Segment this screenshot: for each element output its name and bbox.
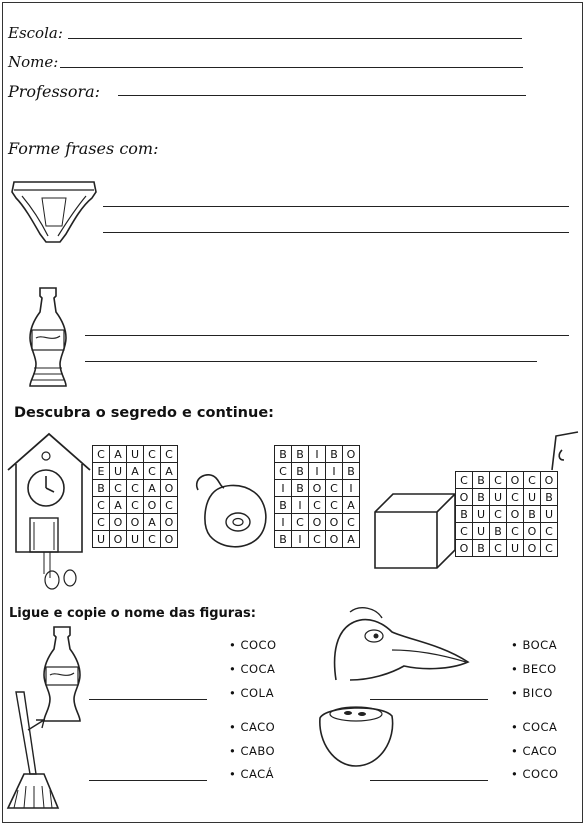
grid-cell: C (524, 472, 541, 489)
grid-cell: A (343, 497, 360, 514)
grid-row (275, 463, 360, 480)
grid-cell: O (110, 531, 127, 548)
grid-cell: C (309, 531, 326, 548)
grid-cell: U (127, 446, 144, 463)
answer-line-coconut[interactable] (370, 780, 488, 781)
grid-cell: O (456, 540, 473, 557)
option-coca-1[interactable]: • COCA (229, 662, 276, 676)
grid-cell: E (93, 463, 110, 480)
grid-cell: U (473, 506, 490, 523)
grid-cell: C (275, 463, 292, 480)
grid-row (456, 523, 558, 540)
grid-cell: I (343, 480, 360, 497)
grid-row (93, 463, 178, 480)
grid-cell: O (161, 514, 178, 531)
grid-cell: C (309, 497, 326, 514)
bird-beak-icon (330, 604, 472, 684)
grid-cell: B (490, 523, 507, 540)
grid-cell: A (127, 463, 144, 480)
grid-cell: C (161, 446, 178, 463)
grid-cell: U (110, 463, 127, 480)
grid-cell: I (309, 446, 326, 463)
option-caco-2[interactable]: • CACO (511, 744, 558, 758)
grid-cell: C (326, 480, 343, 497)
grid-cell: C (93, 446, 110, 463)
grid-cell: A (343, 531, 360, 548)
grid-cell: O (326, 514, 343, 531)
grid-cell: I (275, 480, 292, 497)
grid-cell: U (507, 540, 524, 557)
grid-cell: C (161, 497, 178, 514)
letter-grid-2 (274, 445, 360, 548)
grid-cell: O (110, 514, 127, 531)
option-cabo-1[interactable]: • CABO (229, 744, 276, 758)
grid-cell: I (275, 514, 292, 531)
option-boca[interactable]: • BOCA (511, 638, 558, 652)
section1-title: Forme frases com: (8, 139, 159, 158)
grid-cell: B (473, 540, 490, 557)
grid-cell: C (490, 540, 507, 557)
grid-cell: C (144, 463, 161, 480)
cube-icon (373, 492, 457, 570)
grid-row (275, 497, 360, 514)
grid-cell: B (473, 489, 490, 506)
grid-cell: C (93, 497, 110, 514)
grid-cell: O (161, 480, 178, 497)
grid-cell: C (343, 514, 360, 531)
grid-cell: O (507, 472, 524, 489)
grid-row (275, 531, 360, 548)
grid-row (93, 480, 178, 497)
grid-cell: C (292, 514, 309, 531)
grid-cell: C (456, 523, 473, 540)
coconut-icon (316, 702, 396, 770)
grid-row (93, 446, 178, 463)
soda-bottle-icon (26, 286, 72, 390)
sentence-line-2a[interactable] (85, 335, 569, 336)
grid-cell: O (524, 523, 541, 540)
grid-cell: A (144, 514, 161, 531)
option-coca-2[interactable]: • COCA (511, 720, 558, 734)
grid-cell: O (326, 531, 343, 548)
school-label: Escola: (8, 24, 63, 42)
option-cola-1[interactable]: • COLA (229, 686, 275, 700)
answer-line-broom[interactable] (89, 780, 207, 781)
sentence-line-1b[interactable] (103, 232, 569, 233)
grid-cell: C (507, 489, 524, 506)
grid-cell: O (161, 531, 178, 548)
grid-row (275, 446, 360, 463)
grid-cell: B (456, 506, 473, 523)
underwear-icon (12, 176, 97, 248)
grid-cell: U (490, 489, 507, 506)
grid-cell: A (110, 446, 127, 463)
grid-cell: O (541, 472, 558, 489)
partial-drawing-icon (548, 430, 578, 474)
option-caca-1[interactable]: • CACÁ (229, 767, 275, 781)
grid-cell: O (309, 480, 326, 497)
grid-cell: I (309, 463, 326, 480)
answer-line-bird[interactable] (370, 699, 488, 700)
grid-cell: O (456, 489, 473, 506)
grid-cell: U (127, 531, 144, 548)
section2-title: Descubra o segredo e continue: (14, 405, 274, 421)
grid-cell: I (292, 531, 309, 548)
pacifier-icon (190, 470, 270, 552)
grid-cell: A (161, 463, 178, 480)
teacher-label: Professora: (8, 82, 101, 101)
name-line[interactable] (60, 67, 523, 68)
grid-cell: B (292, 463, 309, 480)
grid-cell: B (473, 472, 490, 489)
grid-cell: O (524, 540, 541, 557)
grid-row (93, 497, 178, 514)
answer-line-bottle[interactable] (89, 699, 207, 700)
grid-row (93, 514, 178, 531)
grid-cell: B (93, 480, 110, 497)
grid-cell: C (456, 472, 473, 489)
grid-cell: I (326, 463, 343, 480)
grid-cell: C (541, 523, 558, 540)
grid-cell: C (93, 514, 110, 531)
grid-row (275, 514, 360, 531)
grid-cell: U (93, 531, 110, 548)
grid-cell: O (144, 497, 161, 514)
grid-cell: B (524, 506, 541, 523)
grid-row (456, 489, 558, 506)
sentence-line-1a[interactable] (103, 206, 569, 207)
grid-row (93, 531, 178, 548)
grid-cell: C (127, 497, 144, 514)
option-coco-2[interactable]: • COCO (511, 767, 559, 781)
grid-cell: B (292, 446, 309, 463)
option-bico[interactable]: • BICO (511, 686, 553, 700)
grid-cell: C (110, 480, 127, 497)
broom-icon (6, 690, 66, 814)
grid-cell: O (343, 446, 360, 463)
name-label: Nome: (8, 53, 59, 71)
grid-cell: B (275, 446, 292, 463)
grid-cell: C (326, 497, 343, 514)
grid-cell: O (507, 506, 524, 523)
grid-cell: O (127, 514, 144, 531)
grid-cell: C (507, 523, 524, 540)
grid-cell: C (490, 472, 507, 489)
cuckoo-clock-icon (6, 432, 92, 594)
teacher-line[interactable] (118, 95, 526, 96)
grid-cell: C (490, 506, 507, 523)
option-caco-1[interactable]: • CACO (229, 720, 276, 734)
grid-cell: B (275, 531, 292, 548)
grid-cell: C (144, 446, 161, 463)
grid-cell: B (541, 489, 558, 506)
sentence-line-2b[interactable] (85, 361, 537, 362)
grid-cell: I (292, 497, 309, 514)
grid-cell: U (541, 506, 558, 523)
option-beco[interactable]: • BECO (511, 662, 557, 676)
grid-cell: B (326, 446, 343, 463)
grid-cell: A (144, 480, 161, 497)
grid-cell: B (343, 463, 360, 480)
letter-grid-1 (92, 445, 178, 548)
grid-cell: O (309, 514, 326, 531)
section3-title: Ligue e copie o nome das figuras: (9, 606, 256, 621)
grid-cell: U (473, 523, 490, 540)
grid-cell: B (275, 497, 292, 514)
grid-cell: U (524, 489, 541, 506)
option-coco-1[interactable]: • COCO (229, 638, 277, 652)
school-line[interactable] (68, 38, 522, 39)
grid-row (275, 480, 360, 497)
letter-grid-3 (455, 471, 558, 557)
grid-cell: C (127, 480, 144, 497)
grid-cell: C (144, 531, 161, 548)
grid-cell: A (110, 497, 127, 514)
grid-cell: B (292, 480, 309, 497)
grid-row (456, 540, 558, 557)
grid-cell: C (541, 540, 558, 557)
grid-row (456, 472, 558, 489)
grid-row (456, 506, 558, 523)
